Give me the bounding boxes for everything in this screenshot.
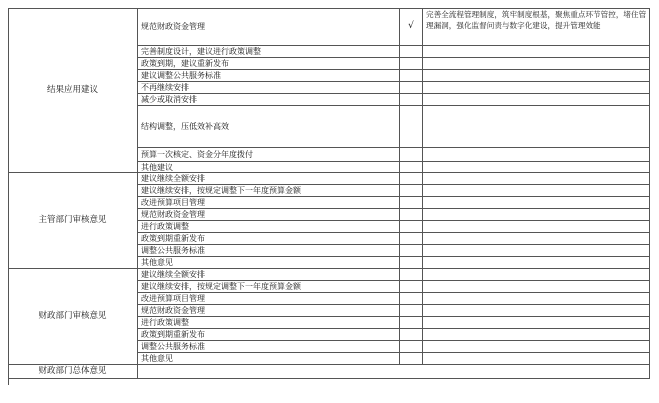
check-cell — [400, 162, 423, 173]
note-cell — [423, 46, 650, 58]
option-label: 其他意见 — [138, 353, 400, 365]
note-cell — [423, 58, 650, 70]
check-cell — [400, 317, 423, 329]
note-cell — [423, 70, 650, 82]
note-cell: 完善全流程管理制度，筑牢制度根基，聚焦重点环节管控，堵住管理漏洞，强化监督问责与数字化建设，提升管理效能 — [423, 8, 650, 46]
note-cell — [423, 82, 650, 94]
option-label: 调整公共服务标准 — [138, 245, 400, 257]
option-label: 不再继续安排 — [138, 82, 400, 94]
option-label: 进行政策调整 — [138, 221, 400, 233]
check-cell — [400, 173, 423, 185]
section-label: 财政部门审核意见 — [8, 269, 138, 365]
note-cell — [423, 245, 650, 257]
check-cell — [400, 94, 423, 106]
option-label: 减少或取消安排 — [138, 94, 400, 106]
check-cell — [400, 185, 423, 197]
option-label: 建议继续全额安排 — [138, 173, 400, 185]
option-label: 调整公共服务标准 — [138, 341, 400, 353]
option-label: 建议调整公共服务标准 — [138, 70, 400, 82]
section-label: 财政部门总体意见 — [8, 365, 138, 379]
note-cell — [423, 94, 650, 106]
option-label: 规范财政资金管理 — [138, 209, 400, 221]
option-label: 完善制度设计，建议进行政策调整 — [138, 46, 400, 58]
check-cell — [400, 329, 423, 341]
note-cell — [423, 197, 650, 209]
check-cell — [400, 257, 423, 269]
note-cell — [423, 221, 650, 233]
option-label: 规范财政资金管理 — [138, 8, 400, 46]
option-label: 结构调整，压低效补高效 — [138, 106, 400, 148]
evaluation-result-table — [8, 8, 650, 385]
check-cell — [400, 106, 423, 148]
note-cell — [423, 173, 650, 185]
option-label: 其他建议 — [138, 162, 400, 173]
note-cell — [423, 185, 650, 197]
check-cell — [400, 269, 423, 281]
note-cell — [423, 329, 650, 341]
option-label: 其他意见 — [138, 257, 400, 269]
option-label: 改进预算项目管理 — [138, 293, 400, 305]
option-label: 改进预算项目管理 — [138, 197, 400, 209]
note-cell — [423, 341, 650, 353]
section-label: 结果应用建议 — [8, 8, 138, 173]
option-label: 进行政策调整 — [138, 317, 400, 329]
note-cell — [423, 162, 650, 173]
check-cell — [400, 293, 423, 305]
option-label: 政策到期重新发布 — [138, 329, 400, 341]
section-label: 主管部门审核意见 — [8, 173, 138, 269]
option-label: 建议继续全额安排 — [138, 269, 400, 281]
option-label: 预算一次核定、资金分年度拨付 — [138, 148, 400, 162]
check-cell — [400, 58, 423, 70]
check-cell: √ — [400, 8, 423, 46]
note-cell — [423, 269, 650, 281]
option-label: 建议继续安排，按规定调整下一年度预算金额 — [138, 281, 400, 293]
note-cell — [423, 293, 650, 305]
note-cell — [423, 317, 650, 329]
note-cell — [423, 281, 650, 293]
option-label: 政策到期重新发布 — [138, 233, 400, 245]
note-cell — [423, 353, 650, 365]
option-label: 建议继续安排，按规定调整下一年度预算金额 — [138, 185, 400, 197]
check-cell — [400, 245, 423, 257]
check-cell — [400, 233, 423, 245]
note-cell — [423, 233, 650, 245]
note-cell — [423, 148, 650, 162]
check-cell — [400, 148, 423, 162]
note-cell — [423, 106, 650, 148]
check-cell — [400, 197, 423, 209]
option-label: 政策到期，建议重新发布 — [138, 58, 400, 70]
check-cell — [400, 353, 423, 365]
note-cell — [423, 257, 650, 269]
check-cell — [400, 281, 423, 293]
note-cell — [423, 305, 650, 317]
check-cell — [400, 209, 423, 221]
note-cell — [423, 209, 650, 221]
check-cell — [400, 82, 423, 94]
check-cell — [400, 221, 423, 233]
blank-cell — [138, 365, 650, 379]
check-cell — [400, 305, 423, 317]
option-label: 规范财政资金管理 — [138, 305, 400, 317]
check-cell — [400, 70, 423, 82]
check-cell — [400, 341, 423, 353]
check-cell — [400, 46, 423, 58]
